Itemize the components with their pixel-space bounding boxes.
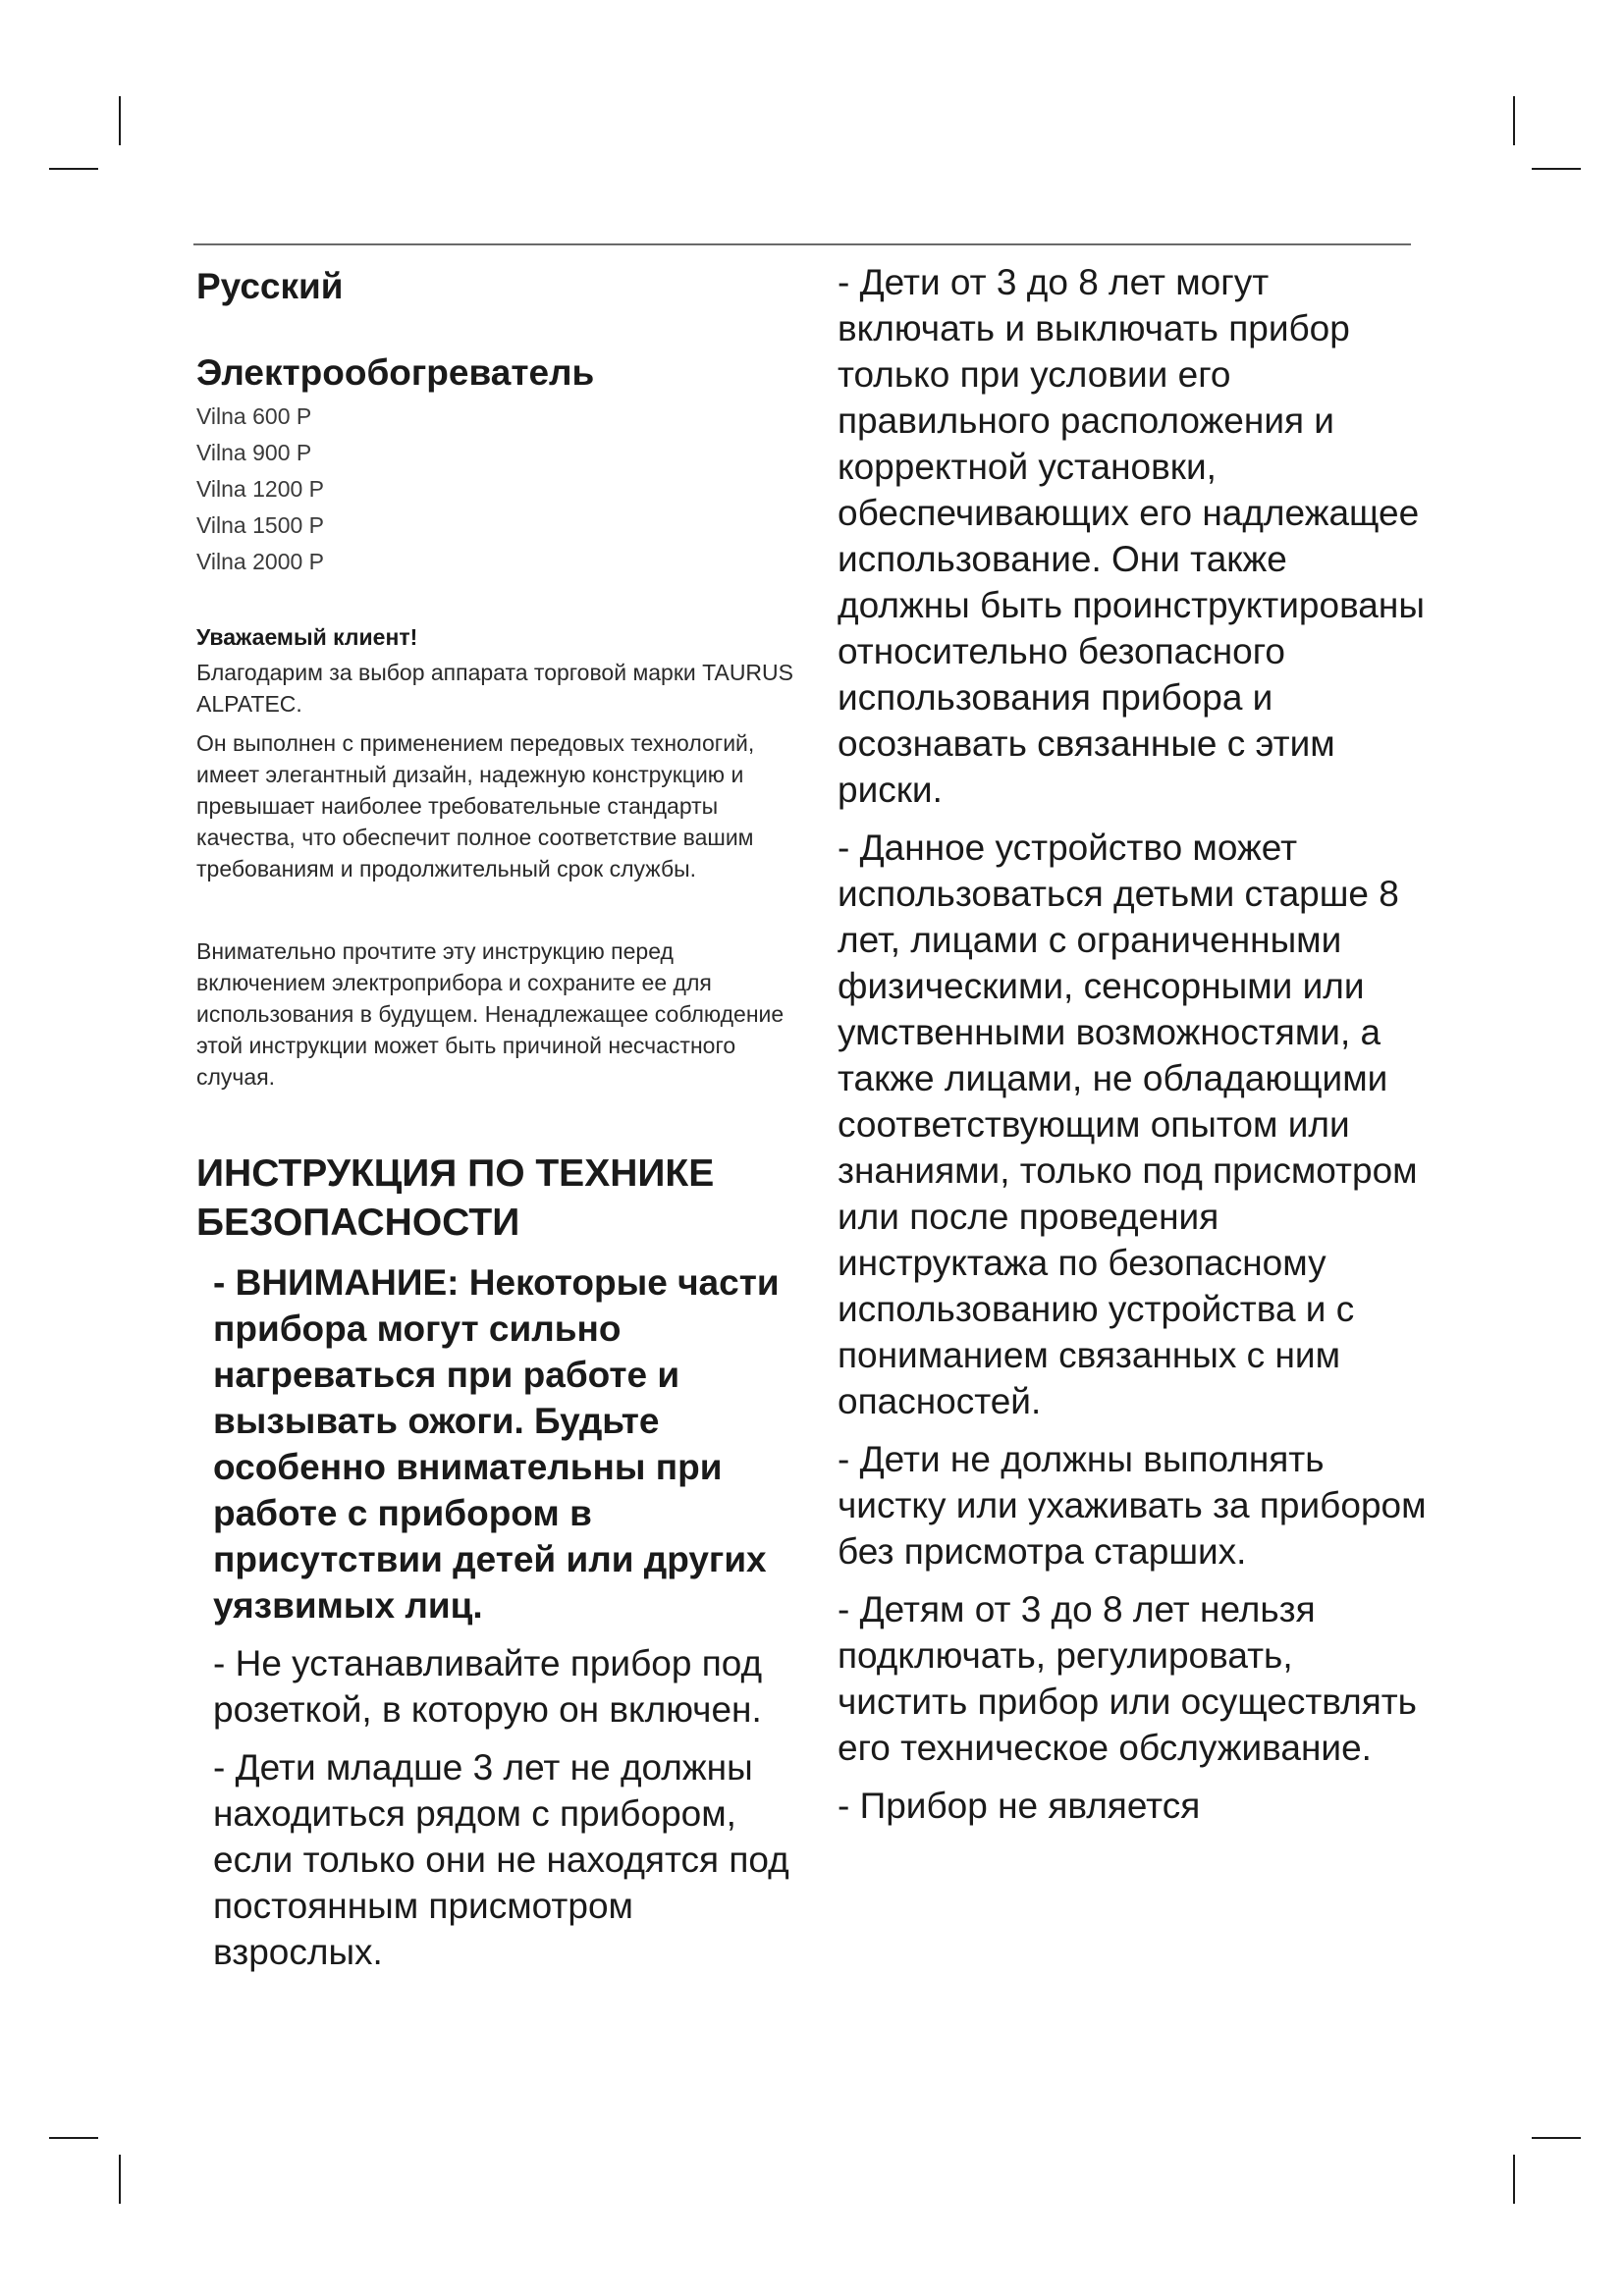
safety-item: - Прибор не является	[838, 1786, 1201, 1826]
crop-mark-top-left-vertical	[119, 96, 121, 145]
crop-mark-top-right-vertical	[1513, 96, 1515, 145]
language-heading: Русский	[196, 266, 344, 306]
right-column	[838, 259, 1427, 1829]
description-paragraph: Он выполнен с применением передовых технологий, имеет элегантный дизайн, надежную конструкцию и превышает наиболее требовательные стандарты качества, что обеспечит полное соответствие вашим требованиям и продолжительный срок службы.	[196, 730, 755, 881]
greeting: Уважаемый клиент!	[196, 624, 418, 650]
model-item: Vilna 2000 P	[196, 549, 325, 574]
crop-mark-top-left-horizontal	[49, 168, 98, 170]
crop-mark-bottom-left-vertical	[119, 2155, 121, 2204]
safety-item: - Дети младше 3 лет не должны находиться рядом с прибором, если только они не находятся под постоянным присмотром взрослых.	[213, 1747, 789, 1972]
thanks-paragraph: Благодарим за выбор аппарата торговой марки TAURUS ALPATEC.	[196, 660, 793, 717]
model-item: Vilna 600 P	[196, 403, 312, 429]
safety-warning: - ВНИМАНИЕ: Некоторые части прибора могут сильно нагреваться при работе и вызывать ожоги. Будьте особенно внимательны при работе с прибором в присутствии детей или других уязвимых лиц.	[213, 1262, 780, 1626]
read-instructions-paragraph: Внимательно прочтите эту инструкцию перед включением электроприбора и сохраните ее для использования в будущем. Ненадлежащее соблюдение этой инструкции может быть причиной несчастного случая.	[196, 938, 785, 1090]
crop-mark-bottom-right-vertical	[1513, 2155, 1515, 2204]
safety-heading: ИНСТРУКЦИЯ ПО ТЕХНИКЕ БЕЗОПАСНОСТИ	[196, 1152, 715, 1244]
product-title: Электрообогреватель	[196, 352, 595, 393]
safety-item: - Не устанавливайте прибор под розеткой, в которую он включен.	[213, 1643, 763, 1730]
crop-mark-top-right-horizontal	[1532, 168, 1581, 170]
header-rule	[193, 243, 1411, 245]
model-list	[196, 399, 795, 580]
safety-item: - Данное устройство может использоваться детьми старше 8 лет, лицами с ограниченными физическими, сенсорными или умственными возможностями, а также лицами, не обладающими соответствующим опытом или знаниями, только под присмотром или после проведения инструктажа по безопасному использованию устройства и с пониманием связанных с ним опасностей.	[838, 828, 1418, 1421]
left-column	[196, 257, 795, 1975]
safety-item: - Дети не должны выполнять чистку или ухаживать за прибором без присмотра старших.	[838, 1439, 1427, 1572]
model-item: Vilna 1500 P	[196, 512, 325, 538]
model-item: Vilna 1200 P	[196, 476, 325, 502]
crop-mark-bottom-left-horizontal	[49, 2137, 98, 2139]
model-item: Vilna 900 P	[196, 440, 312, 465]
safety-item: - Детям от 3 до 8 лет нельзя подключать, регулировать, чистить прибор или осуществлять его техническое обслуживание.	[838, 1589, 1417, 1768]
crop-mark-bottom-right-horizontal	[1532, 2137, 1581, 2139]
safety-item: - Дети от 3 до 8 лет могут включать и выключать прибор только при условии его правильного расположения и корректной установки, обеспечивающих его надлежащее использование. Они также должны быть проинструктированы относительно безопасного использования прибора и осознавать связанные с этим риски.	[838, 262, 1425, 810]
